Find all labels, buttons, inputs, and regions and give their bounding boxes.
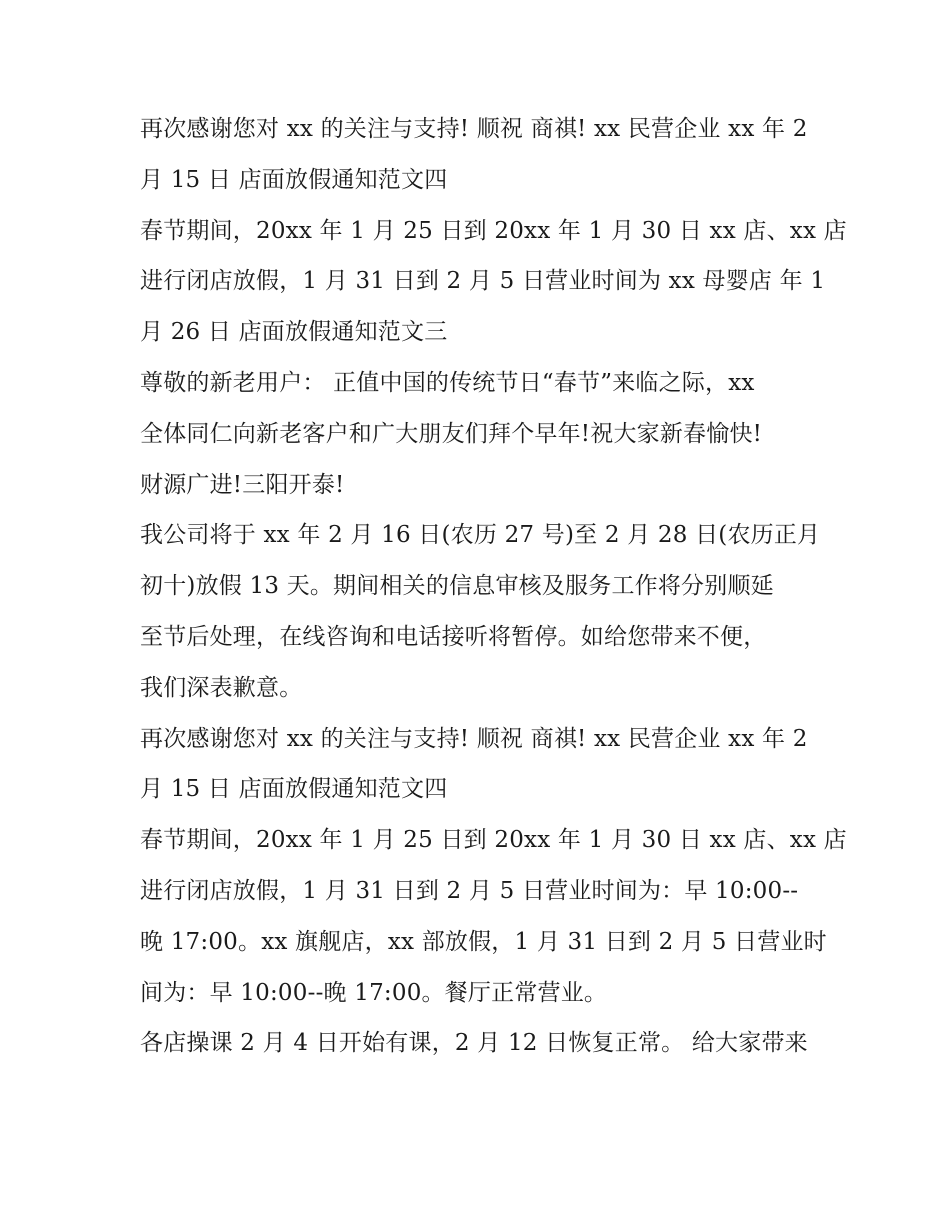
document-body [140, 104, 847, 1069]
text-line: 进行闭店放假，1 月 31 日到 2 月 5 日营业时间为：早 10:00-- [140, 877, 799, 904]
text-line: 我公司将于 xx 年 2 月 16 日(农历 27 号)至 2 月 28 日(农历正月 [140, 522, 821, 549]
text-line: 尊敬的新老用户： 正值中国的传统节日“春节”来临之际，xx [140, 369, 755, 396]
text-line: 再次感谢您对 xx 的关注与支持! 顺祝 商祺! xx 民营企业 xx 年 2 [140, 725, 808, 752]
text-line: 月 26 日 店面放假通知范文三 [140, 319, 448, 346]
text-line: 至节后处理，在线咨询和电话接听将暂停。如给您带来不便， [140, 623, 767, 650]
text-line: 财源广进!三阳开泰! [140, 471, 345, 498]
text-line: 进行闭店放假，1 月 31 日到 2 月 5 日营业时间为 xx 母婴店 年 1 [140, 268, 826, 295]
text-line: 初十)放假 13 天。期间相关的信息审核及服务工作将分别顺延 [140, 573, 774, 600]
text-line: 我们深表歉意。 [140, 674, 303, 701]
text-line: 再次感谢您对 xx 的关注与支持! 顺祝 商祺! xx 民营企业 xx 年 2 [140, 116, 808, 142]
text-line: 各店操课 2 月 4 日开始有课，2 月 12 日恢复正常。 给大家带来 [140, 1030, 808, 1057]
text-line: 晚 17:00。xx 旗舰店，xx 部放假，1 月 31 日到 2 月 5 日营业时 [140, 928, 827, 955]
text-line: 春节期间，20xx 年 1 月 25 日到 20xx 年 1 月 30 日 xx 店、xx 店 [140, 827, 847, 854]
text-line: 全体同仁向新老客户和广大朋友们拜个早年!祝大家新春愉快! [140, 420, 763, 447]
text-line: 间为：早 10:00--晚 17:00。餐厅正常营业。 [140, 979, 608, 1006]
text-line: 月 15 日 店面放假通知范文四 [140, 166, 448, 193]
text-line: 春节期间，20xx 年 1 月 25 日到 20xx 年 1 月 30 日 xx 店、xx 店 [140, 217, 847, 244]
text-line: 月 15 日 店面放假通知范文四 [140, 776, 448, 803]
